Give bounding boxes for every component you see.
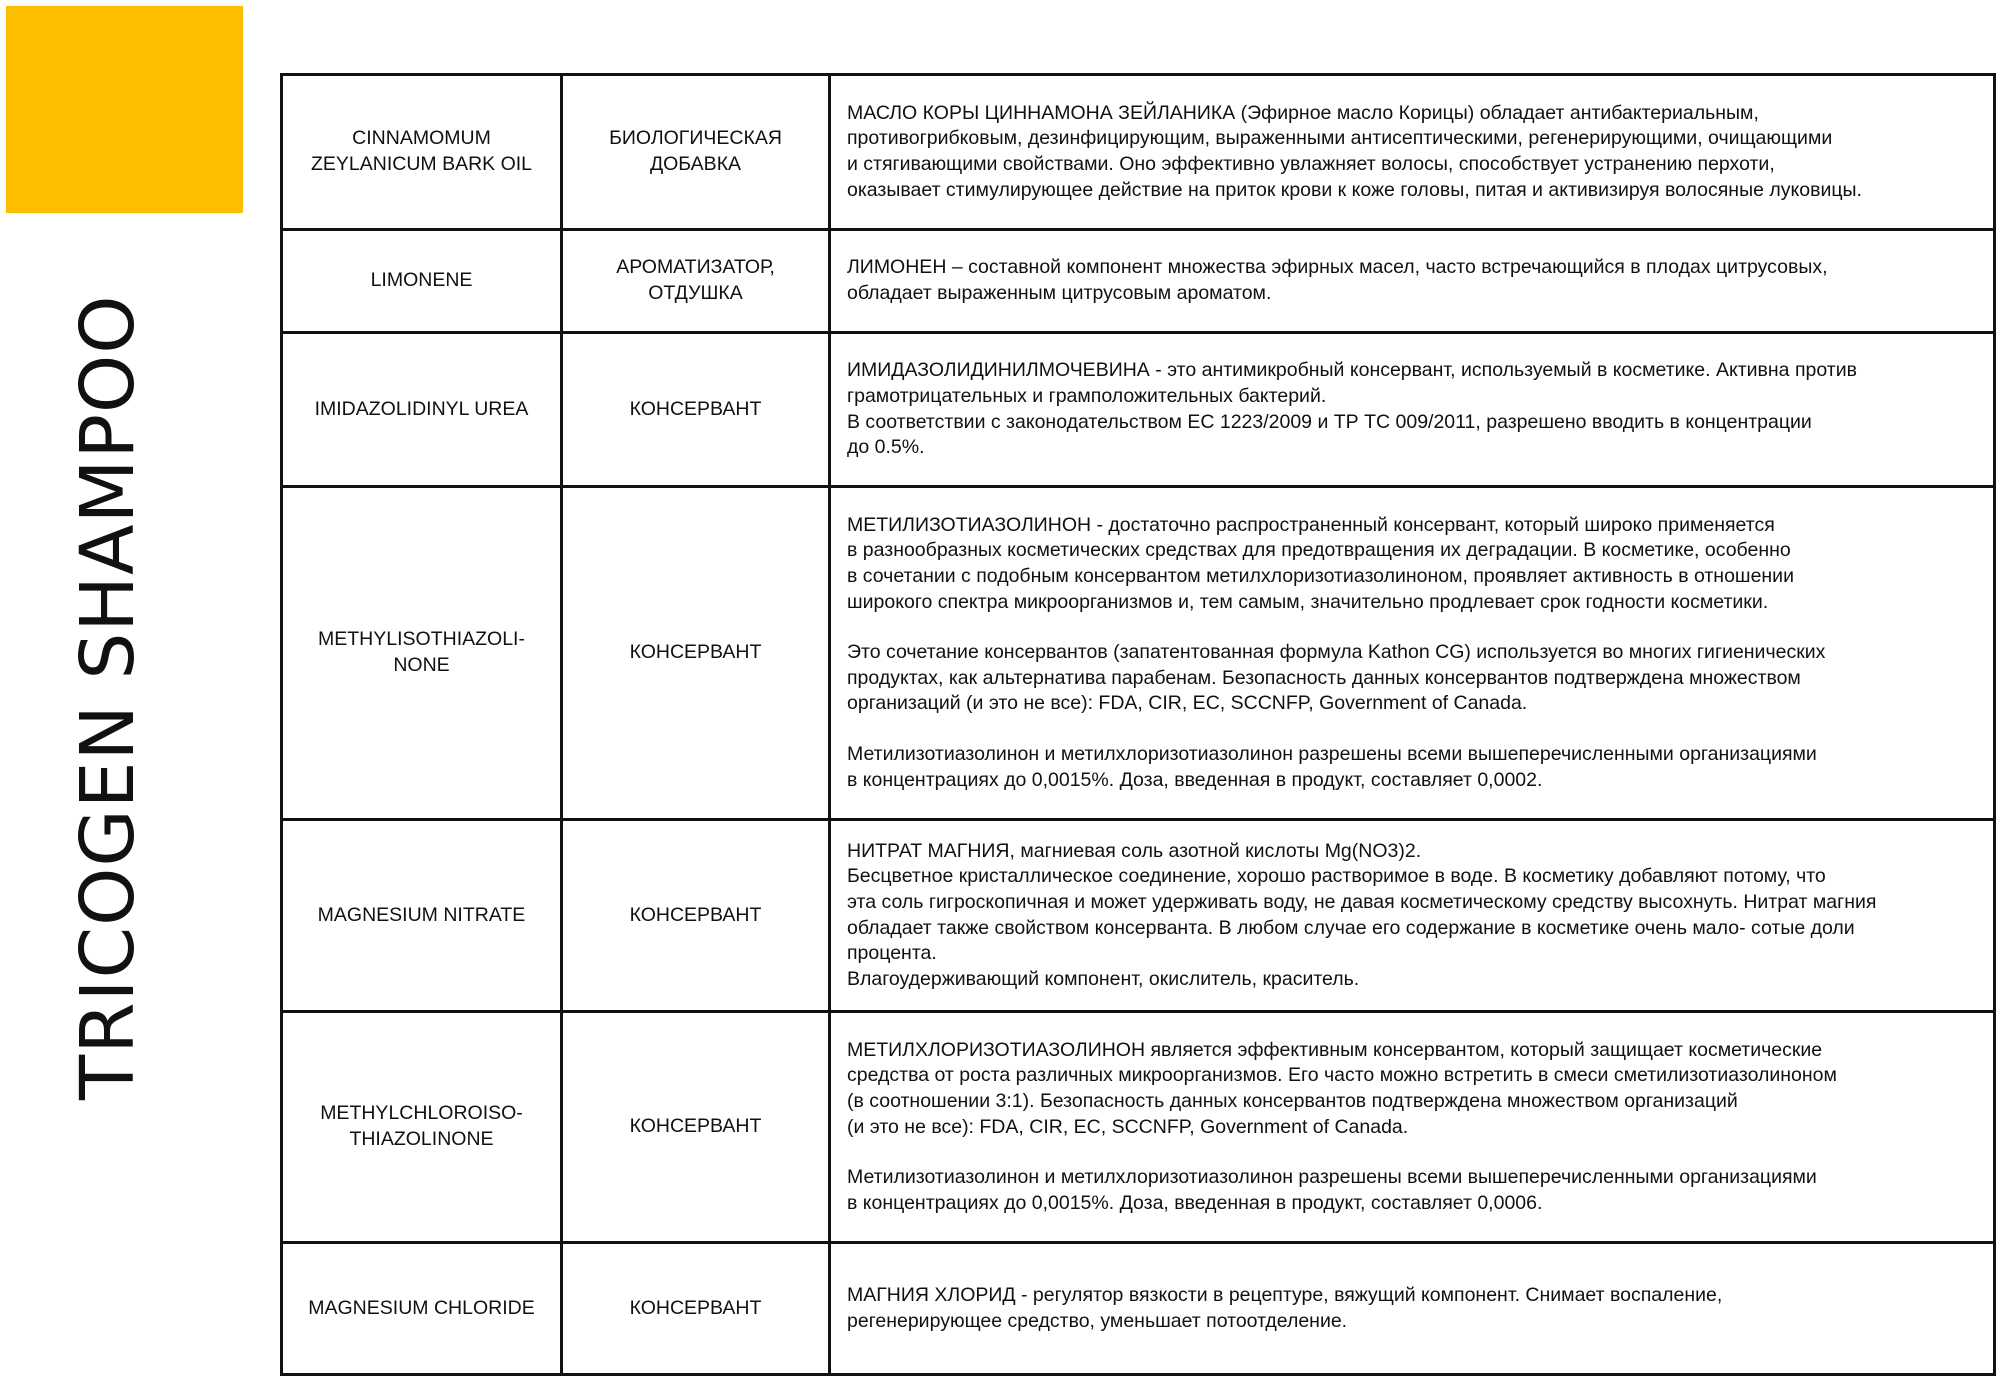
description-paragraph [847, 101, 1985, 203]
description-paragraph [847, 640, 1985, 717]
description-line: в разнообразных косметических средствах для предотвращения их деградации. В косметике, особенно [847, 539, 1791, 562]
table-row [282, 1243, 1995, 1375]
description-line: в концентрациях до 0,0015%. Доза, введенная в продукт, составляет 0,0002. [847, 768, 1543, 791]
function-line: КОНСЕРВАНТ [629, 903, 762, 926]
inci-name-line: THIAZOLINONE [349, 1128, 494, 1150]
inci-name-cell [282, 230, 562, 333]
description-line: процента. [847, 942, 937, 965]
description-line: Метилизотиазолинон и метилхлоризотиазолинон разрешены всеми вышеперечисленными организациями [847, 742, 1817, 765]
inci-name-line: MAGNESIUM NITRATE [317, 903, 526, 926]
ingredients-table [280, 73, 1996, 1376]
inci-name-cell [282, 1012, 562, 1243]
function-cell [562, 820, 830, 1012]
table-row [282, 230, 1995, 333]
description-cell [830, 75, 1995, 230]
function-line: КОНСЕРВАНТ [629, 397, 762, 420]
description-line: грамотрицательных и грамположительных бактерий. [847, 384, 1327, 407]
description-paragraph [847, 742, 1985, 793]
function-line: ДОБАВКА [649, 153, 742, 175]
description-line: НИТРАТ МАГНИЯ, магниевая соль азотной кислоты Mg(NO3)2. [847, 839, 1422, 862]
description-line: средства от роста различных микроорганизмов. Его часто можно встретить в смеси сметилизотиазолиноном [847, 1064, 1837, 1087]
inci-name-line: METHYLCHLOROISO- [320, 1102, 523, 1125]
description-line: оказывает стимулирующее действие на приток крови к коже головы, питая и активизируя волосяные луковицы. [847, 178, 1862, 201]
function-cell [562, 487, 830, 820]
description-paragraph [847, 839, 1985, 993]
description-cell [830, 333, 1995, 487]
description-cell [830, 1012, 1995, 1243]
description-line: противогрибковым, дезинфицирующим, выраженными антисептическими, регенерирующими, очищающими [847, 127, 1833, 150]
inci-name-line: ZEYLANICUM BARK OIL [310, 153, 533, 175]
description-line: (в соотношении 3:1). Безопасность данных консервантов подтверждена множеством организаций [847, 1089, 1738, 1112]
table-row [282, 487, 1995, 820]
function-line: КОНСЕРВАНТ [629, 641, 762, 664]
inci-name-line: LIMONENE [370, 269, 473, 292]
function-line: КОНСЕРВАНТ [629, 1115, 762, 1138]
table-row [282, 75, 1995, 230]
function-cell [562, 75, 830, 230]
description-cell [830, 230, 1995, 333]
function-line: КОНСЕРВАНТ [629, 1296, 762, 1319]
side-title: TRICOGEN SHAMPOO [65, 294, 151, 1100]
description-paragraph [847, 1038, 1985, 1140]
description-line: в сочетании с подобным консервантом метилхлоризотиазолиноном, проявляет активность в отношении [847, 565, 1794, 588]
table-row [282, 1012, 1995, 1243]
description-line: широкого спектра микроорганизмов и, тем самым, значительно продлевает срок годности косметики. [847, 590, 1769, 613]
function-cell [562, 1243, 830, 1375]
inci-name-line: CINNAMOMUM [352, 127, 491, 150]
description-paragraph [847, 513, 1985, 615]
description-line: МАГНИЯ ХЛОРИД - регулятор вязкости в рецептуре, вяжущий компонент. Снимает воспаление, [847, 1283, 1723, 1306]
description-paragraph [847, 358, 1985, 460]
description-line: ИМИДАЗОЛИДИНИЛМОЧЕВИНА - это антимикробный консервант, используемый в косметике. Активна против [847, 359, 1857, 382]
inci-name-cell [282, 820, 562, 1012]
description-cell [830, 820, 1995, 1012]
description-line: МАСЛО КОРЫ ЦИННАМОНА ЗЕЙЛАНИКА (Эфирное масло Корицы) обладает антибактериальным, [847, 101, 1759, 124]
function-line: АРОМАТИЗАТОР, [616, 256, 775, 279]
function-cell [562, 1012, 830, 1243]
description-line: ЛИМОНЕН – составной компонент множества эфирных масел, часто встречающийся в плодах цитрусовых, [847, 256, 1828, 279]
inci-name-cell [282, 333, 562, 487]
inci-name-cell [282, 75, 562, 230]
description-paragraph [847, 255, 1985, 306]
description-line: регенерирующее средство, уменьшает потоотделение. [847, 1309, 1348, 1332]
description-line: эта соль гигроскопичная и может удерживать воду, не давая косметическому средству высохнуть. Нитрат магния [847, 890, 1877, 913]
description-line: (и это не все): FDA, CIR, EC, SCCNFP, Government of Canada. [847, 1115, 1409, 1138]
function-line: ОТДУШКА [648, 282, 743, 304]
inci-name-cell [282, 1243, 562, 1375]
description-line: продуктах, как альтернатива парабенам. Безопасность данных консервантов подтверждена множеством [847, 666, 1801, 689]
inci-name-line: IMIDAZOLIDINYL UREA [314, 397, 529, 420]
description-line: организаций (и это не все): FDA, CIR, EC, SCCNFP, Government of Canada. [847, 692, 1528, 715]
description-paragraph [847, 1165, 1985, 1216]
accent-block [6, 6, 243, 213]
description-line: до 0.5%. [847, 436, 925, 459]
description-line: Бесцветное кристаллическое соединение, хорошо растворимое в воде. В косметику добавляют потому, что [847, 865, 1826, 888]
description-line: в концентрациях до 0,0015%. Доза, введенная в продукт, составляет 0,0006. [847, 1191, 1543, 1214]
description-line: В соответствии с законодательством ЕС 1223/2009 и ТР ТС 009/2011, разрешено вводить в концентрации [847, 410, 1812, 433]
function-cell [562, 230, 830, 333]
description-line: Это сочетание консервантов (запатентованная формула Kathon CG) используется во многих гигиенических [847, 641, 1826, 664]
description-line: МЕТИЛИЗОТИАЗОЛИНОН - достаточно распространенный консервант, который широко применяется [847, 513, 1775, 536]
description-line: Метилизотиазолинон и метилхлоризотиазолинон разрешены всеми вышеперечисленными организациями [847, 1166, 1817, 1189]
description-line: обладает выраженным цитрусовым ароматом. [847, 282, 1272, 304]
ingredients-table-body [282, 75, 1995, 1375]
description-line: Влагоудерживающий компонент, окислитель, краситель. [847, 967, 1360, 990]
description-cell [830, 487, 1995, 820]
function-line: БИОЛОГИЧЕСКАЯ [609, 127, 782, 150]
description-line: и стягивающими свойствами. Оно эффективно увлажняет волосы, способствует устранению перхоти, [847, 153, 1775, 175]
function-cell [562, 333, 830, 487]
inci-name-line: NONE [393, 654, 450, 676]
description-cell [830, 1243, 1995, 1375]
table-row [282, 333, 1995, 487]
table-row [282, 820, 1995, 1012]
inci-name-line: METHYLISOTHIAZOLI- [318, 628, 525, 651]
inci-name-cell [282, 487, 562, 820]
inci-name-line: MAGNESIUM CHLORIDE [308, 1296, 535, 1319]
description-paragraph [847, 1283, 1985, 1334]
description-line: МЕТИЛХЛОРИЗОТИАЗОЛИНОН является эффективным консервантом, который защищает косметические [847, 1038, 1823, 1061]
description-line: обладает также свойством консерванта. В любом случае его содержание в косметике очень мало- сотые доли [847, 916, 1855, 939]
